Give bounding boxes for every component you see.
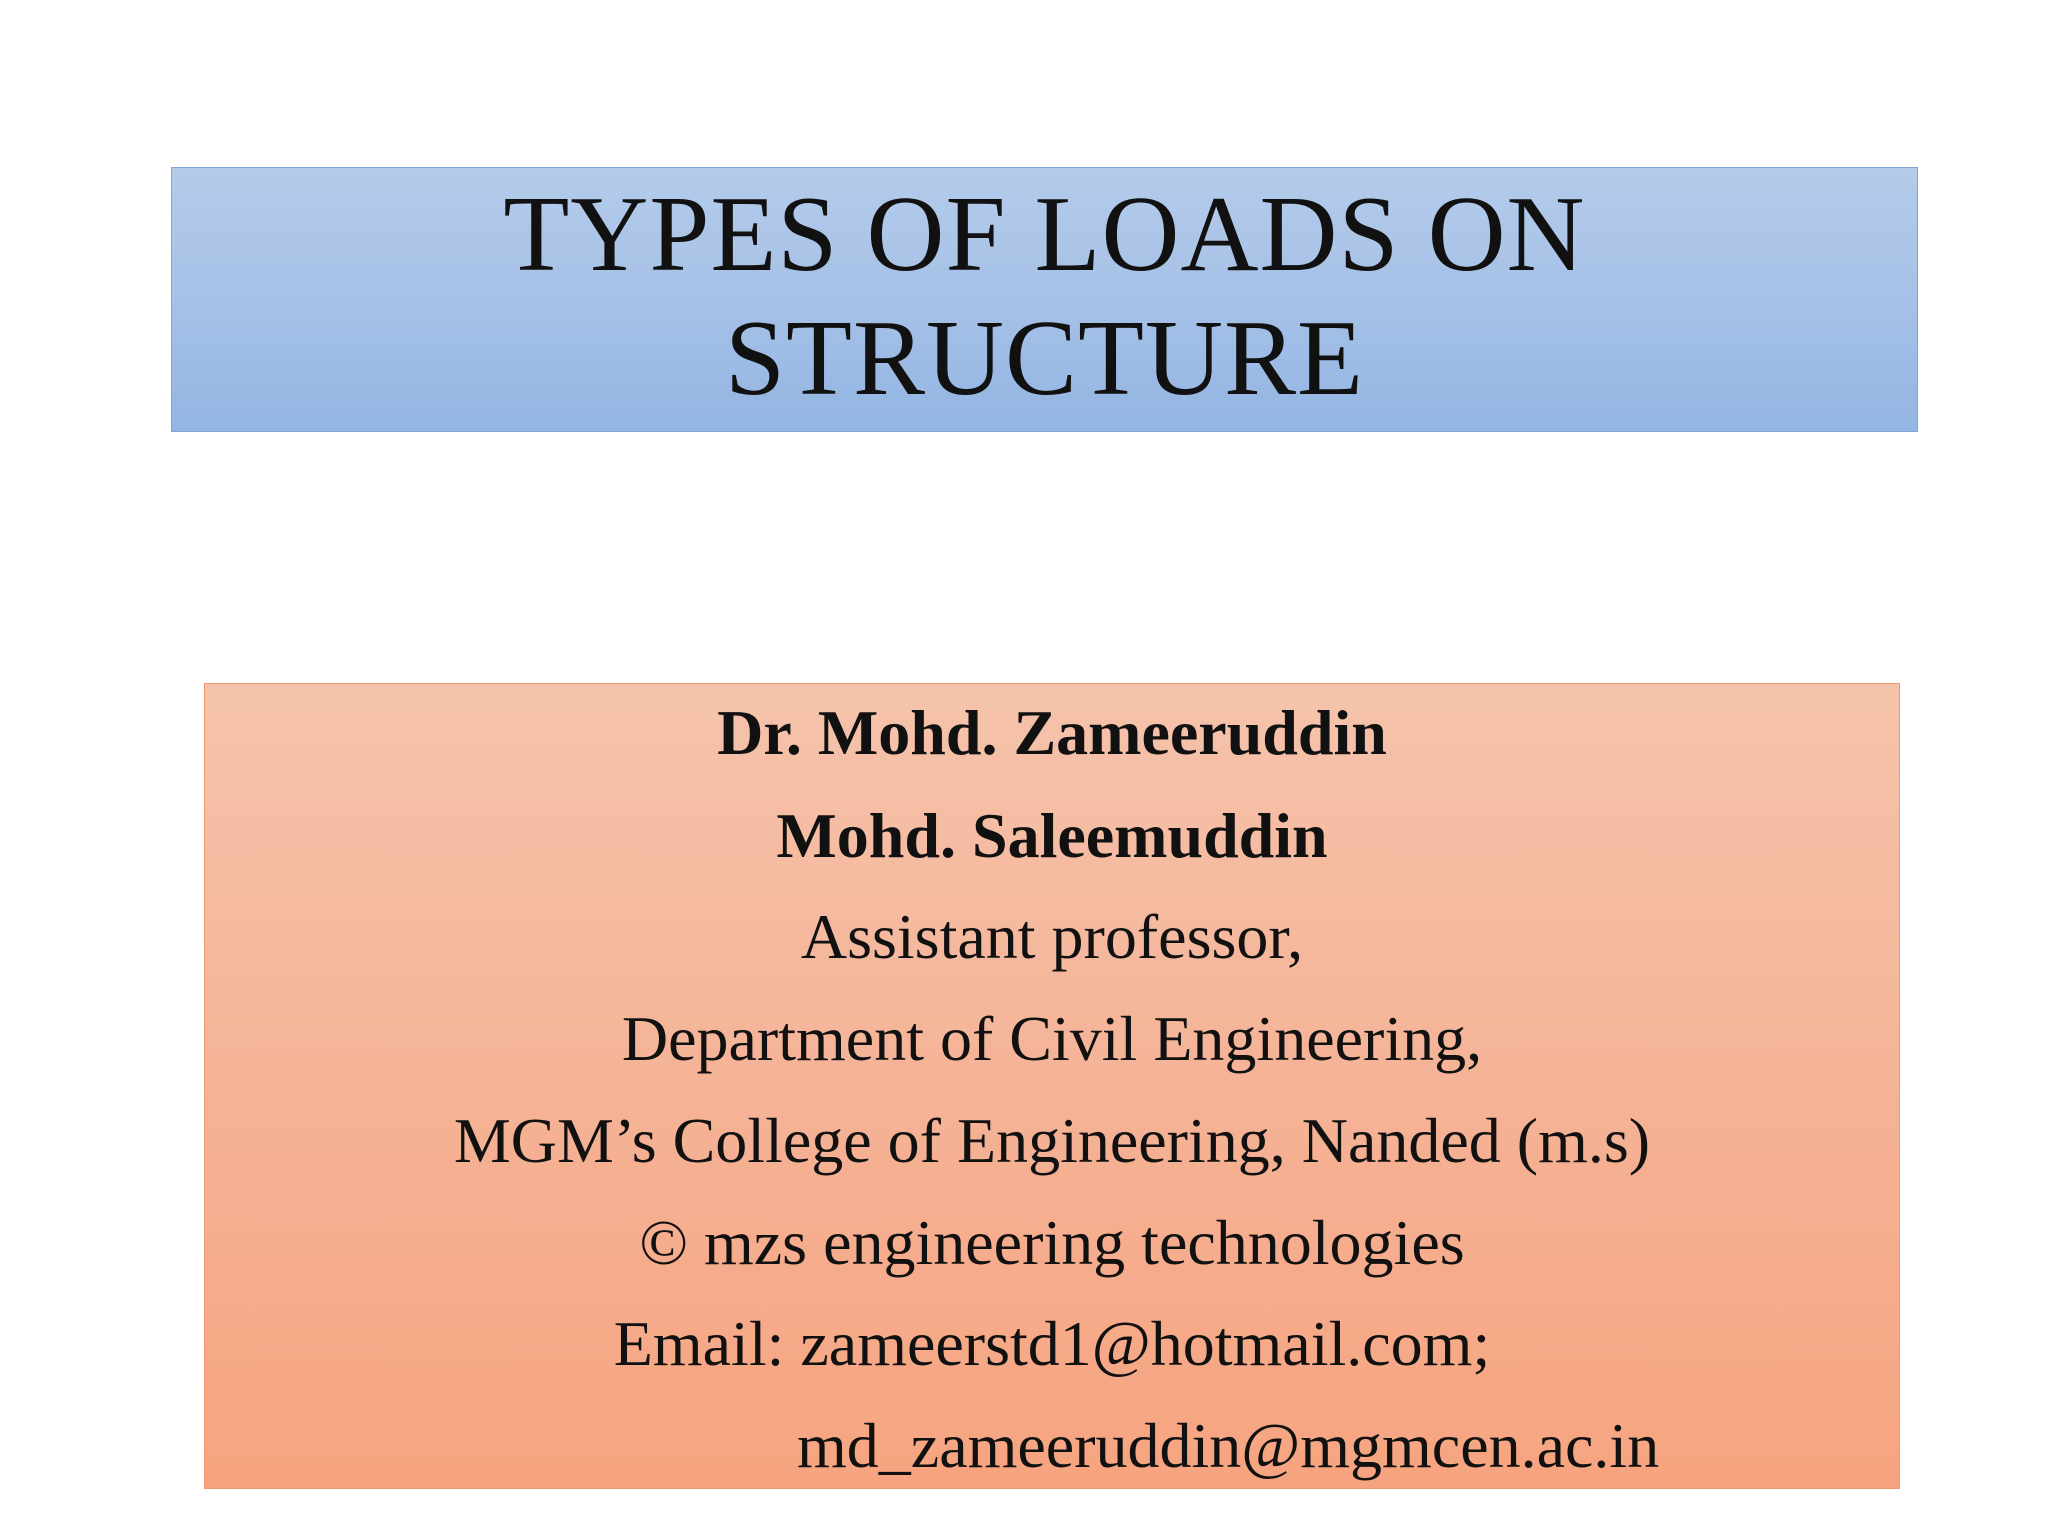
title-box xyxy=(171,167,1918,432)
designation: Assistant professor, xyxy=(800,901,1304,972)
title-line-2: STRUCTURE xyxy=(724,298,1365,418)
author-info-box xyxy=(204,683,1900,1489)
author-name-2: Mohd. Saleemuddin xyxy=(776,800,1328,871)
email-secondary: md_zameeruddin@mgmcen.ac.in xyxy=(797,1410,1660,1481)
slide-title xyxy=(503,173,1585,421)
title-line-1: TYPES OF LOADS ON xyxy=(503,174,1586,294)
author-name-1: Dr. Mohd. Zameeruddin xyxy=(717,697,1387,768)
department: Department of Civil Engineering, xyxy=(621,1003,1483,1074)
copyright: © mzs engineering technologies xyxy=(639,1207,1465,1278)
email-primary: Email: zameerstd1@hotmail.com; xyxy=(613,1308,1491,1379)
college: MGM’s College of Engineering, Nanded (m.s) xyxy=(453,1105,1651,1176)
